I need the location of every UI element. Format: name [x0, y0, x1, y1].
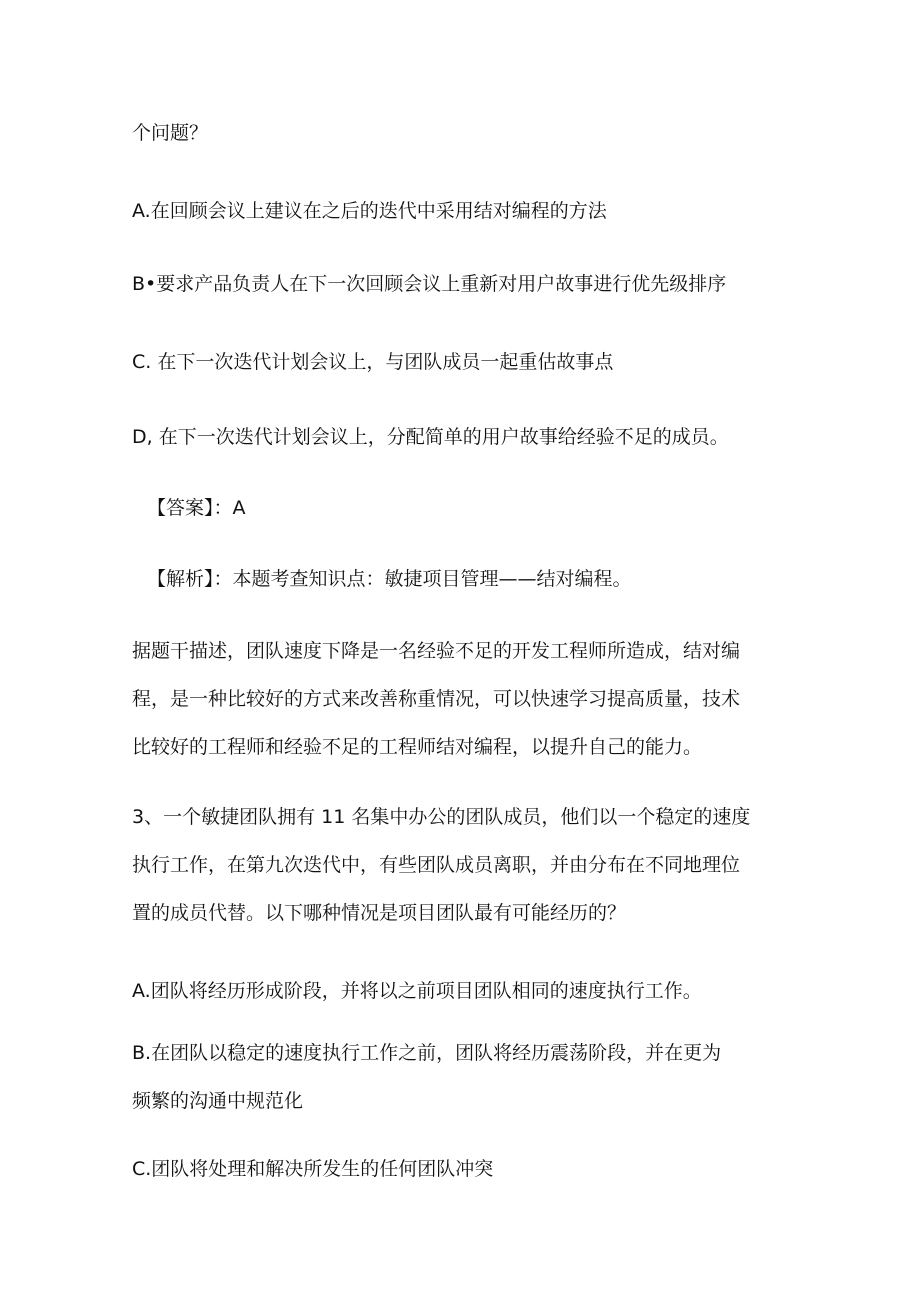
q2-analysis-line-2: 程，是一种比较好的方式来改善称重情况，可以快速学习提高质量，技术: [132, 688, 741, 710]
q2-answer: 【答案】：A: [147, 497, 246, 519]
q2-option-b: B•要求产品负责人在下一次回顾会议上重新对用户故事进行优先级排序: [132, 273, 727, 295]
q2-option-c: C. 在下一次迭代计划会议上，与团队成员一起重估故事点: [132, 351, 614, 373]
q3-stem-line-1: 3、一个敏捷团队拥有 11 名集中办公的团队成员，他们以一个稳定的速度: [132, 806, 751, 828]
q3-stem-line-3: 置的成员代替。以下哪种情况是项目团队最有可能经历的？: [132, 902, 627, 924]
q3-stem-line-2: 执行工作，在第九次迭代中，有些团队成员离职，并由分布在不同地理位: [132, 854, 741, 876]
q2-analysis-line-1: 据题干描述，团队速度下降是一名经验不足的开发工程师所造成，结对编: [132, 640, 741, 662]
q2-option-a: A.在回顾会议上建议在之后的迭代中采用结对编程的方法: [132, 200, 607, 222]
question-continuation: 个问题？: [132, 122, 209, 144]
q3-option-b-line-2: 频繁的沟通中规范化: [132, 1090, 304, 1112]
q2-analysis-line-3: 比较好的工程师和经验不足的工程师结对编程，以提升自己的能力。: [132, 736, 703, 758]
q3-option-b-line-1: B.在团队以稳定的速度执行工作之前，团队将经历震荡阶段，并在更为: [132, 1042, 722, 1064]
q3-option-c: C.团队将处理和解决所发生的任何团队冲突: [132, 1158, 494, 1180]
q2-option-d: D, 在下一次迭代计划会议上，分配简单的用户故事给经验不足的成员。: [132, 426, 729, 448]
q2-analysis-heading: 【解析】：本题考查知识点：敏捷项目管理——结对编程。: [147, 568, 632, 590]
q3-option-a: A.团队将经历形成阶段，并将以之前项目团队相同的速度执行工作。: [132, 980, 702, 1002]
